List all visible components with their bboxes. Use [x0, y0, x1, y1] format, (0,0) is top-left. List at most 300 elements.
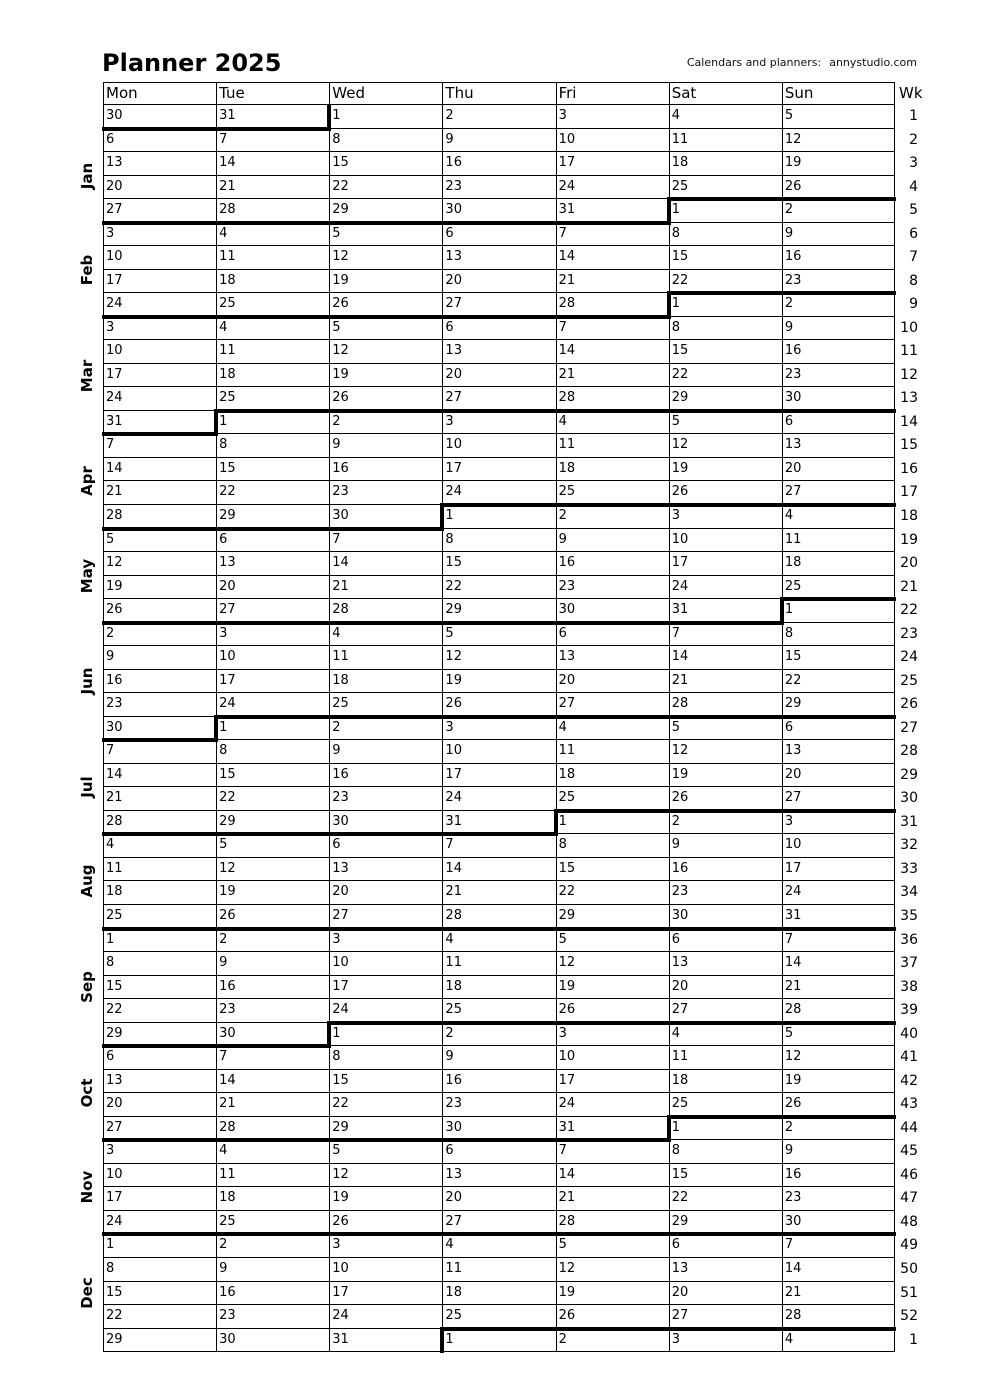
day-cell: 23 — [445, 178, 462, 194]
day-cell: 13 — [671, 955, 689, 971]
day-cell: 8 — [784, 625, 794, 641]
month-boundary-line — [327, 1021, 331, 1049]
day-cell: 9 — [784, 319, 794, 335]
day-cell: 8 — [671, 225, 680, 241]
day-cell: 24 — [106, 1213, 123, 1229]
day-cell: 9 — [445, 1049, 454, 1065]
month-label-feb: Feb — [78, 254, 96, 285]
day-cell: 10 — [558, 1049, 576, 1065]
day-cell: 29 — [671, 390, 689, 406]
day-cell: 15 — [671, 1166, 689, 1182]
month-boundary-line — [102, 927, 896, 931]
day-cell: 4 — [219, 319, 228, 335]
day-cell: 4 — [332, 625, 341, 641]
day-cell: 20 — [219, 578, 236, 594]
day-cell: 13 — [106, 155, 123, 171]
week-number: 3 — [909, 155, 918, 172]
month-boundary-line — [102, 1138, 671, 1142]
day-cell: 10 — [106, 1166, 123, 1182]
week-number: 40 — [900, 1025, 918, 1042]
week-number: 12 — [900, 366, 918, 383]
day-cell: 11 — [445, 955, 462, 971]
week-number: 45 — [900, 1143, 918, 1160]
week-number: 51 — [900, 1284, 918, 1301]
day-cell: 4 — [784, 1331, 794, 1347]
day-cell: 25 — [558, 484, 576, 500]
week-number: 48 — [900, 1213, 918, 1230]
day-cell: 21 — [219, 1096, 236, 1112]
day-cell: 9 — [219, 1260, 228, 1276]
day-cell: 15 — [219, 460, 236, 476]
day-cell: 15 — [784, 649, 802, 665]
week-number: 22 — [900, 602, 918, 619]
day-header-sun: Sun — [784, 84, 814, 102]
day-cell: 17 — [332, 1284, 349, 1300]
day-cell: 8 — [671, 319, 680, 335]
day-cell: 23 — [332, 790, 349, 806]
day-cell: 27 — [671, 1002, 689, 1018]
week-number: 32 — [900, 837, 918, 854]
credit-label: Calendars and planners: — [686, 56, 822, 69]
day-cell: 24 — [558, 178, 576, 194]
week-number: 19 — [900, 531, 918, 548]
day-cell: 16 — [106, 672, 123, 688]
day-cell: 14 — [219, 1072, 236, 1088]
day-cell: 24 — [445, 790, 462, 806]
week-number: 31 — [900, 813, 918, 830]
day-cell: 5 — [558, 931, 567, 947]
day-cell: 15 — [558, 860, 576, 876]
day-cell: 2 — [784, 296, 794, 312]
day-cell: 1 — [671, 202, 680, 218]
month-boundary-line — [102, 527, 444, 531]
month-boundary-line — [440, 1327, 896, 1331]
day-cell: 27 — [784, 484, 802, 500]
week-number: 15 — [900, 437, 918, 454]
day-cell: 11 — [671, 1049, 689, 1065]
day-cell: 1 — [332, 108, 341, 123]
day-cell: 7 — [784, 931, 794, 947]
day-cell: 5 — [671, 413, 680, 429]
day-cell: 16 — [332, 460, 349, 476]
day-cell: 22 — [106, 1002, 123, 1018]
day-cell: 15 — [106, 1284, 123, 1300]
day-cell: 11 — [558, 743, 576, 759]
week-number: 43 — [900, 1096, 918, 1113]
day-cell: 28 — [558, 296, 576, 312]
week-number: 37 — [900, 955, 918, 972]
day-cell: 15 — [106, 978, 123, 994]
week-number: 50 — [900, 1260, 918, 1277]
month-boundary-line — [667, 197, 896, 201]
month-boundary-line — [667, 1115, 896, 1119]
week-number: 26 — [900, 696, 918, 713]
day-cell: 17 — [106, 1190, 123, 1206]
day-cell: 24 — [106, 296, 123, 312]
day-cell: 31 — [445, 813, 462, 829]
day-cell: 5 — [332, 1143, 341, 1159]
month-label-jan: Jan — [78, 162, 96, 189]
day-cell: 27 — [671, 1308, 689, 1324]
day-cell: 3 — [784, 813, 794, 829]
day-cell: 1 — [445, 508, 454, 523]
day-cell: 4 — [558, 413, 567, 429]
day-cell: 14 — [784, 1260, 802, 1276]
day-cell: 6 — [332, 837, 341, 853]
day-cell: 18 — [558, 766, 576, 782]
day-cell: 31 — [106, 413, 123, 429]
day-cell: 30 — [784, 390, 802, 406]
week-number: 23 — [900, 625, 918, 642]
day-cell: 18 — [784, 555, 802, 571]
day-cell: 18 — [671, 1072, 689, 1088]
day-cell: 29 — [332, 202, 349, 218]
month-boundary-line — [440, 503, 896, 507]
day-cell: 12 — [332, 249, 349, 265]
week-number: 34 — [900, 884, 918, 901]
day-cell: 16 — [671, 860, 689, 876]
day-cell: 27 — [106, 202, 123, 218]
day-cell: 21 — [558, 366, 576, 382]
month-label-sep: Sep — [78, 971, 96, 1004]
day-cell: 15 — [445, 555, 462, 571]
day-cell: 3 — [671, 1331, 680, 1347]
month-boundary-line — [102, 621, 784, 625]
day-cell: 16 — [445, 155, 462, 171]
day-cell: 31 — [332, 1331, 349, 1347]
day-cell: 28 — [219, 202, 236, 218]
day-cell: 21 — [558, 272, 576, 288]
day-cell: 30 — [558, 602, 576, 618]
month-boundary-line — [554, 809, 896, 813]
day-cell: 17 — [106, 272, 123, 288]
day-cell: 18 — [558, 460, 576, 476]
day-cell: 7 — [558, 1143, 567, 1159]
day-cell: 10 — [219, 649, 236, 665]
day-cell: 25 — [219, 390, 236, 406]
month-boundary-line — [780, 597, 896, 601]
week-number: 5 — [909, 202, 918, 219]
month-boundary-line — [780, 597, 784, 625]
day-cell: 16 — [332, 766, 349, 782]
day-cell: 10 — [106, 343, 123, 359]
day-cell: 21 — [558, 1190, 576, 1206]
week-number: 52 — [900, 1308, 918, 1325]
day-cell: 12 — [332, 1166, 349, 1182]
day-cell: 2 — [332, 719, 341, 735]
day-cell: 2 — [784, 202, 794, 218]
month-boundary-line — [214, 715, 896, 719]
day-cell: 7 — [784, 1237, 794, 1253]
day-cell: 8 — [106, 1260, 115, 1276]
day-cell: 28 — [445, 908, 462, 924]
day-cell: 19 — [219, 884, 236, 900]
day-cell: 6 — [445, 1143, 454, 1159]
week-number: 33 — [900, 860, 918, 877]
day-cell: 22 — [219, 790, 236, 806]
week-number: 8 — [909, 272, 918, 289]
day-cell: 11 — [219, 1166, 236, 1182]
day-cell: 15 — [219, 766, 236, 782]
day-cell: 6 — [106, 1049, 115, 1065]
day-cell: 13 — [219, 555, 236, 571]
day-cell: 17 — [558, 155, 576, 171]
day-cell: 13 — [445, 343, 462, 359]
day-cell: 15 — [671, 343, 689, 359]
month-boundary-line — [440, 1327, 444, 1353]
day-cell: 30 — [219, 1331, 236, 1347]
week-number: 38 — [900, 978, 918, 995]
day-cell: 22 — [784, 672, 802, 688]
day-cell: 19 — [558, 978, 576, 994]
day-cell: 19 — [671, 460, 689, 476]
day-cell: 1 — [558, 813, 567, 829]
week-number: 36 — [900, 931, 918, 948]
day-cell: 8 — [332, 131, 341, 147]
day-cell: 27 — [445, 296, 462, 312]
day-cell: 30 — [106, 719, 123, 735]
day-cell: 11 — [784, 531, 802, 547]
day-cell: 16 — [219, 978, 236, 994]
week-number: 27 — [900, 719, 918, 736]
day-cell: 25 — [106, 908, 123, 924]
day-cell: 3 — [332, 931, 341, 947]
day-cell: 23 — [219, 1002, 236, 1018]
credit-website-link[interactable]: annystudio.com — [829, 56, 917, 69]
week-number: 1 — [909, 108, 918, 124]
day-cell: 28 — [671, 696, 689, 712]
week-number: 4 — [909, 178, 918, 195]
day-cell: 25 — [219, 296, 236, 312]
day-cell: 25 — [558, 790, 576, 806]
day-cell: 5 — [784, 1025, 794, 1041]
day-cell: 2 — [445, 108, 454, 123]
month-boundary-line — [102, 221, 671, 225]
day-cell: 21 — [106, 790, 123, 806]
day-cell: 19 — [332, 1190, 349, 1206]
day-cell: 1 — [445, 1331, 454, 1347]
day-cell: 21 — [445, 884, 462, 900]
week-number: 2 — [909, 131, 918, 148]
day-cell: 10 — [558, 131, 576, 147]
day-cell: 20 — [671, 1284, 689, 1300]
week-number: 42 — [900, 1072, 918, 1089]
day-cell: 29 — [784, 696, 802, 712]
week-number: 21 — [900, 578, 918, 595]
day-cell: 2 — [671, 813, 680, 829]
day-cell: 28 — [784, 1308, 802, 1324]
day-cell: 19 — [332, 272, 349, 288]
day-cell: 25 — [332, 696, 349, 712]
day-cell: 20 — [332, 884, 349, 900]
day-header-thu: Thu — [445, 84, 474, 102]
day-header-sat: Sat — [671, 84, 697, 102]
day-cell: 8 — [106, 955, 115, 971]
day-cell: 24 — [445, 484, 462, 500]
day-cell: 5 — [558, 1237, 567, 1253]
day-cell: 8 — [332, 1049, 341, 1065]
week-number: 46 — [900, 1166, 918, 1183]
week-number: 35 — [900, 908, 918, 925]
day-cell: 8 — [671, 1143, 680, 1159]
day-cell: 15 — [332, 1072, 349, 1088]
day-cell: 5 — [671, 719, 680, 735]
day-cell: 7 — [106, 743, 115, 759]
day-cell: 10 — [332, 1260, 349, 1276]
day-cell: 13 — [671, 1260, 689, 1276]
day-cell: 24 — [332, 1002, 349, 1018]
day-cell: 5 — [332, 225, 341, 241]
day-cell: 12 — [784, 1049, 802, 1065]
day-cell: 27 — [106, 1119, 123, 1135]
month-label-oct: Oct — [78, 1078, 96, 1108]
day-cell: 17 — [219, 672, 236, 688]
day-cell: 2 — [219, 931, 228, 947]
day-cell: 14 — [332, 555, 349, 571]
day-cell: 13 — [784, 743, 802, 759]
day-cell: 7 — [332, 531, 341, 547]
day-cell: 10 — [784, 837, 802, 853]
day-cell: 11 — [219, 249, 236, 265]
day-cell: 26 — [445, 696, 462, 712]
day-cell: 2 — [106, 625, 115, 641]
month-label-jul: Jul — [78, 776, 96, 799]
day-cell: 17 — [106, 366, 123, 382]
day-cell: 31 — [558, 1119, 576, 1135]
day-cell: 9 — [106, 649, 115, 665]
day-cell: 23 — [784, 272, 802, 288]
day-cell: 19 — [445, 672, 462, 688]
day-cell: 5 — [784, 108, 794, 123]
day-cell: 13 — [332, 860, 349, 876]
month-label-mar: Mar — [78, 359, 96, 392]
day-cell: 19 — [671, 766, 689, 782]
day-cell: 23 — [784, 1190, 802, 1206]
day-header-wed: Wed — [332, 84, 365, 102]
day-cell: 16 — [558, 555, 576, 571]
day-cell: 12 — [558, 1260, 576, 1276]
day-cell: 13 — [784, 437, 802, 453]
day-cell: 21 — [332, 578, 349, 594]
day-cell: 3 — [106, 319, 115, 335]
month-label-may: May — [78, 558, 96, 593]
week-number: 13 — [900, 390, 918, 407]
day-cell: 26 — [671, 790, 689, 806]
day-cell: 7 — [219, 1049, 228, 1065]
day-cell: 26 — [219, 908, 236, 924]
week-number: 49 — [900, 1237, 918, 1254]
day-cell: 29 — [332, 1119, 349, 1135]
day-cell: 19 — [332, 366, 349, 382]
day-cell: 26 — [784, 1096, 802, 1112]
day-cell: 26 — [106, 602, 123, 618]
day-cell: 1 — [219, 719, 228, 735]
week-number: 41 — [900, 1049, 918, 1066]
day-cell: 6 — [106, 131, 115, 147]
day-cell: 25 — [784, 578, 802, 594]
day-cell: 18 — [445, 978, 462, 994]
week-number: 17 — [900, 484, 918, 501]
day-cell: 14 — [558, 1166, 576, 1182]
day-cell: 30 — [445, 202, 462, 218]
day-cell: 4 — [558, 719, 567, 735]
month-boundary-line — [102, 1232, 896, 1236]
day-cell: 14 — [558, 249, 576, 265]
day-cell: 3 — [106, 225, 115, 241]
day-cell: 7 — [558, 225, 567, 241]
month-label-dec: Dec — [78, 1277, 96, 1310]
day-cell: 13 — [445, 1166, 462, 1182]
day-cell: 10 — [445, 743, 462, 759]
day-cell: 4 — [445, 931, 454, 947]
day-cell: 22 — [219, 484, 236, 500]
week-number: 44 — [900, 1119, 918, 1136]
day-cell: 30 — [671, 908, 689, 924]
day-cell: 13 — [445, 249, 462, 265]
day-cell: 17 — [445, 766, 462, 782]
day-cell: 24 — [219, 696, 236, 712]
day-cell: 30 — [784, 1213, 802, 1229]
day-cell: 16 — [784, 343, 802, 359]
day-cell: 1 — [332, 1025, 341, 1041]
month-label-aug: Aug — [78, 864, 96, 898]
month-boundary-line — [102, 315, 671, 319]
day-cell: 9 — [445, 131, 454, 147]
day-cell: 8 — [558, 837, 567, 853]
day-cell: 6 — [558, 625, 567, 641]
day-cell: 27 — [558, 696, 576, 712]
day-cell: 12 — [671, 743, 689, 759]
month-boundary-line — [327, 1021, 896, 1025]
day-cell: 22 — [558, 884, 576, 900]
day-cell: 1 — [671, 1119, 680, 1135]
day-cell: 29 — [219, 813, 236, 829]
day-cell: 6 — [671, 931, 680, 947]
week-number: 14 — [900, 413, 918, 430]
month-boundary-line — [102, 1044, 331, 1048]
month-label-nov: Nov — [78, 1171, 96, 1204]
day-cell: 1 — [671, 296, 680, 312]
day-cell: 22 — [332, 1096, 349, 1112]
day-cell: 1 — [784, 602, 794, 618]
month-boundary-line — [214, 715, 218, 743]
day-cell: 2 — [332, 413, 341, 429]
day-cell: 22 — [671, 366, 689, 382]
day-cell: 20 — [106, 1096, 123, 1112]
day-cell: 18 — [219, 366, 236, 382]
day-cell: 24 — [671, 578, 689, 594]
day-cell: 18 — [106, 884, 123, 900]
day-cell: 31 — [784, 908, 802, 924]
day-cell: 4 — [445, 1237, 454, 1253]
day-cell: 27 — [332, 908, 349, 924]
day-cell: 28 — [332, 602, 349, 618]
day-cell: 17 — [445, 460, 462, 476]
day-cell: 23 — [784, 366, 802, 382]
day-cell: 31 — [671, 602, 689, 618]
day-cell: 20 — [784, 766, 802, 782]
day-cell: 6 — [445, 319, 454, 335]
month-boundary-line — [102, 738, 218, 742]
day-cell: 21 — [784, 978, 802, 994]
week-number: 29 — [900, 766, 918, 783]
day-cell: 11 — [558, 437, 576, 453]
day-cell: 7 — [671, 625, 680, 641]
month-boundary-line — [554, 809, 558, 837]
day-cell: 3 — [558, 1025, 567, 1041]
month-boundary-line — [667, 291, 896, 295]
day-cell: 5 — [332, 319, 341, 335]
